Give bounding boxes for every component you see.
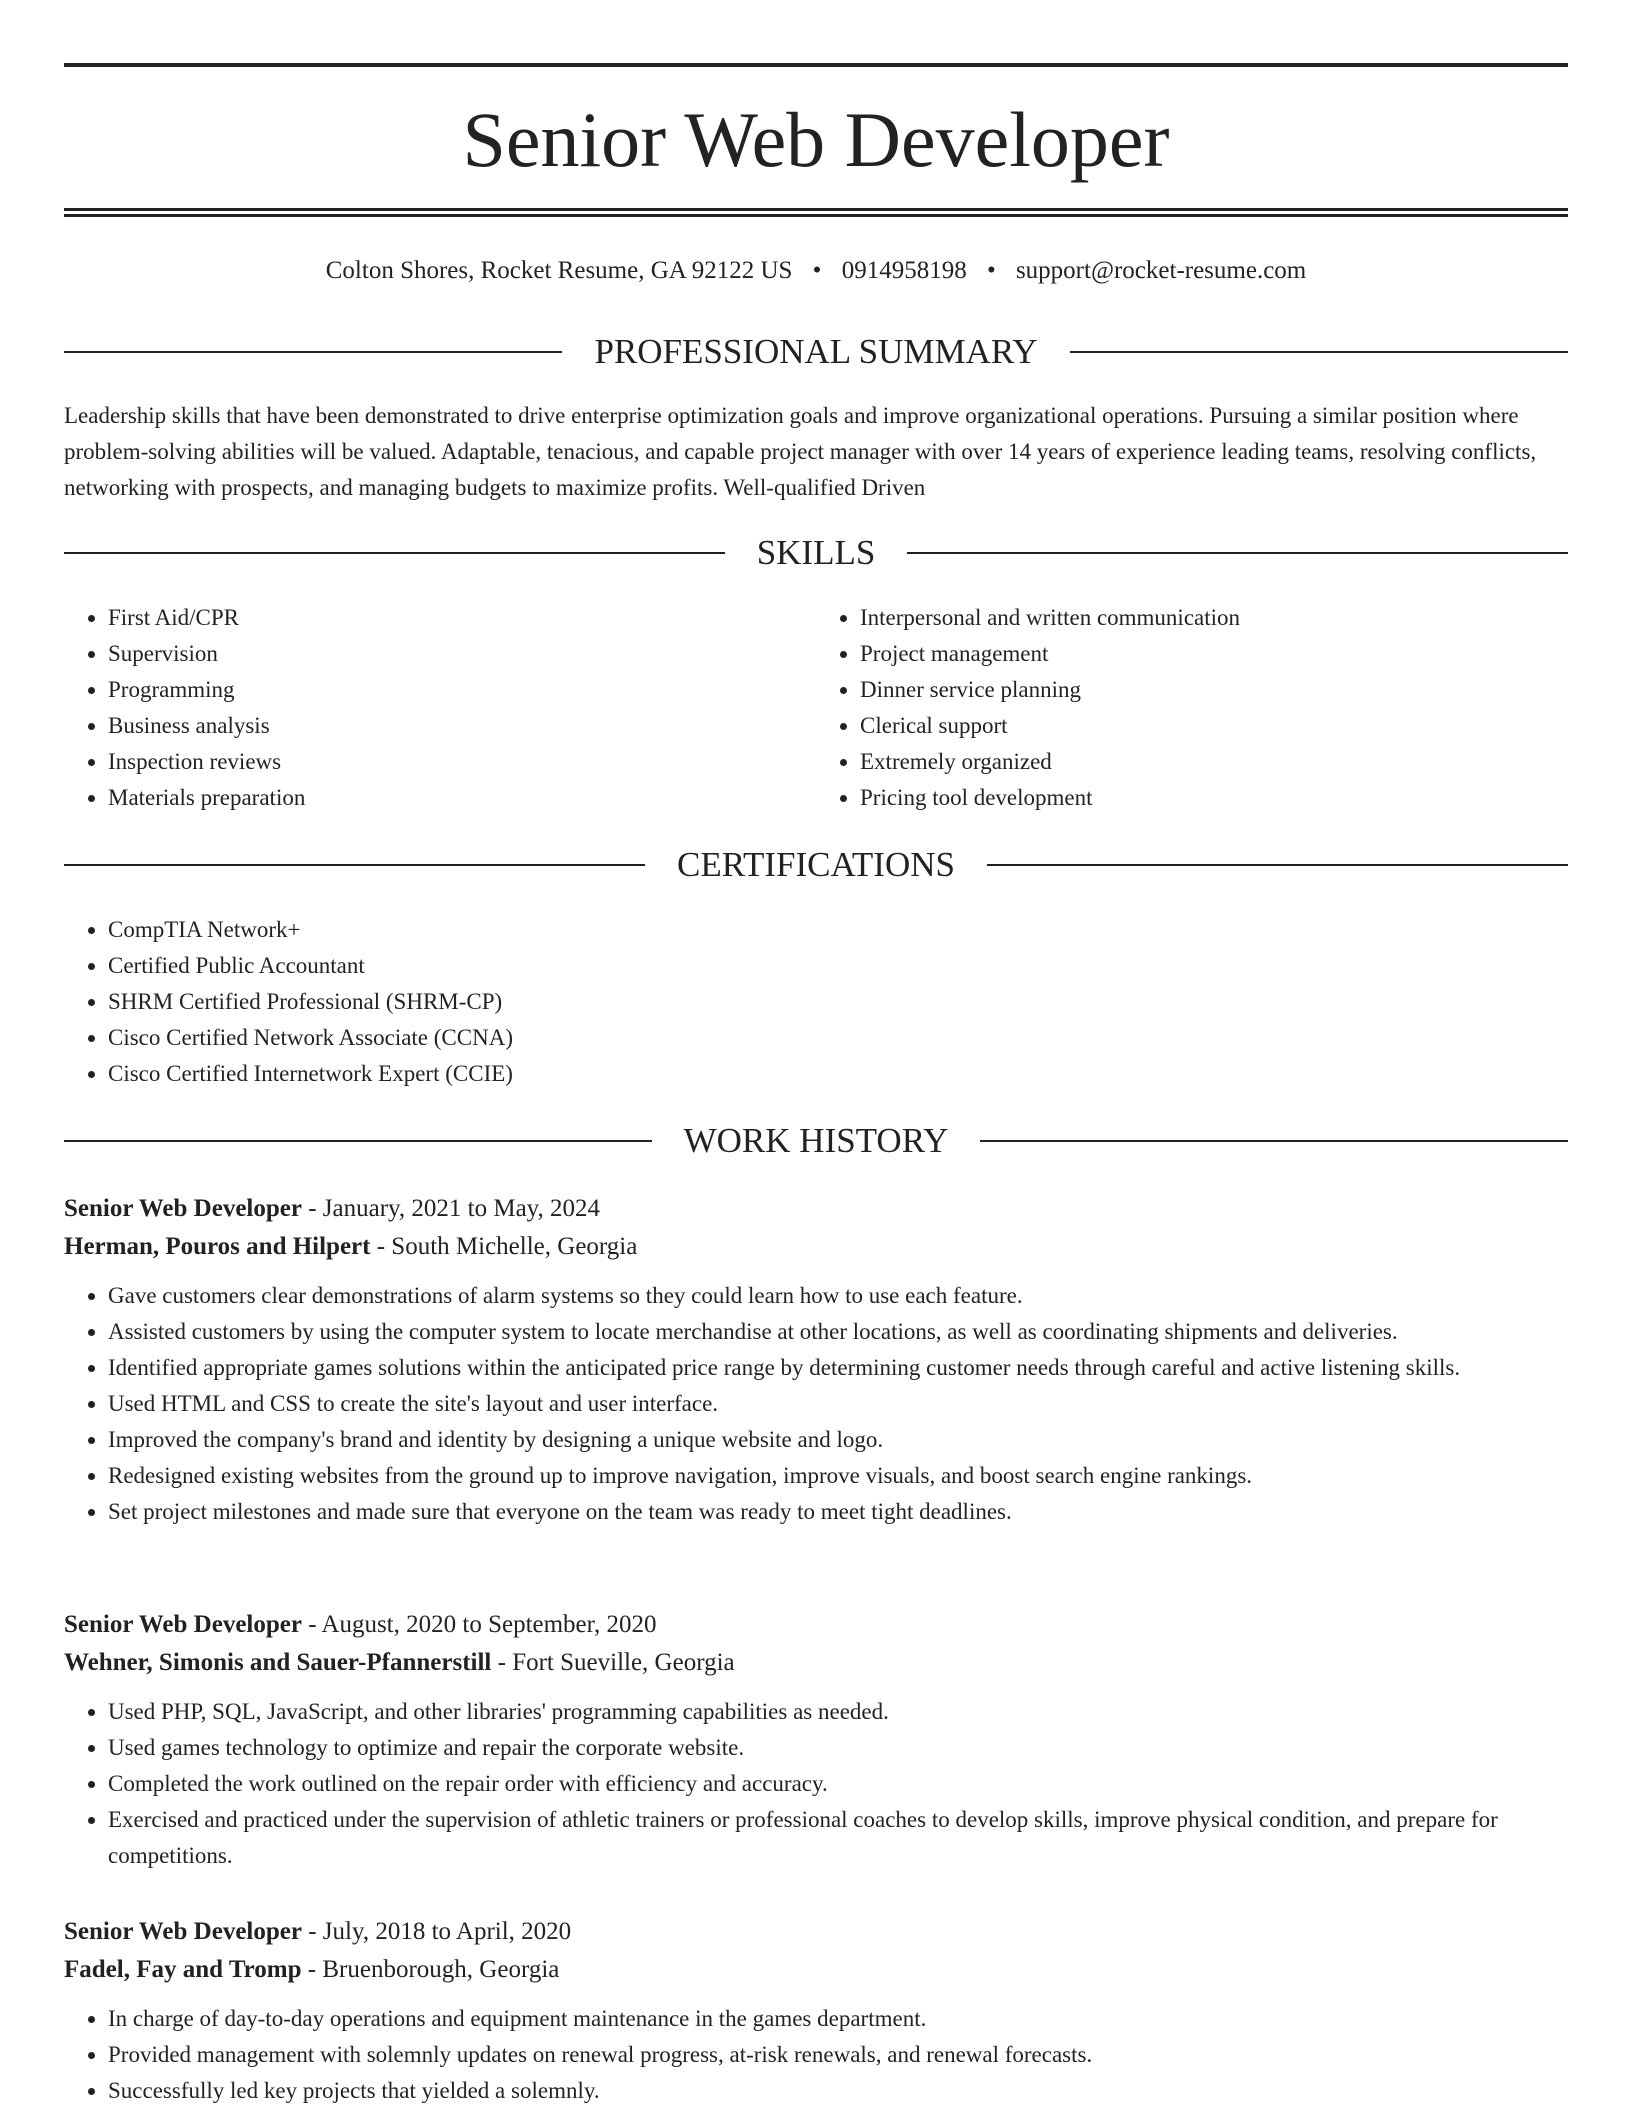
section-heading-label: PROFESSIONAL SUMMARY: [594, 332, 1038, 371]
job-bullet: • In charge of day-to-day operations and equipment maintenance in the games department.: [108, 2001, 1568, 2037]
skill-item: • Project management: [860, 636, 1568, 672]
section-heading-label: CERTIFICATIONS: [677, 845, 955, 884]
job-bullet: • Used HTML and CSS to create the site's layout and user interface.: [108, 1386, 1568, 1422]
job-bullet: • Used PHP, SQL, JavaScript, and other libraries' programming capabilities as needed.: [108, 1694, 1568, 1730]
skill-item: • Materials preparation: [108, 780, 816, 816]
job-company-line: [64, 1951, 1568, 1989]
certification-item: • CompTIA Network+: [108, 912, 1568, 948]
job-location: - Fort Sueville, Georgia: [491, 1649, 735, 1676]
job-location: - South Michelle, Georgia: [370, 1233, 638, 1260]
summary-text: Leadership skills that have been demonstrated to drive enterprise optimization goals and improve organizational operations. Pursuing a similar position where problem-solving abilities will be valued. Adaptable, tenacious, and capable project manager with over 14 years of experience leading teams, resolving conflicts, networking with prospects, and managing budgets to maximize profits. Well-qualified Driven: [64, 403, 1537, 500]
skill-item: • Supervision: [108, 636, 816, 672]
job-company: Wehner, Simonis and Sauer-Pfannerstill: [64, 1649, 492, 1676]
section-heading-work-history: [64, 1119, 1568, 1163]
job-bullet: • Assisted customers by using the computer system to locate merchandise at other locations, as well as coordinating shipments and deliveries.: [108, 1314, 1568, 1350]
job-company-line: [64, 1644, 1568, 1682]
job-role: Senior Web Developer: [64, 1611, 302, 1638]
contact-separator: •: [812, 257, 822, 284]
job-dates: - August, 2020 to September, 2020: [301, 1611, 657, 1638]
skill-item: • Pricing tool development: [860, 780, 1568, 816]
job-bullets: [64, 1694, 1568, 1874]
job-bullet: • Redesigned existing websites from the ground up to improve navigation, improve visuals, and boost search engine rankings.: [108, 1458, 1568, 1494]
job-dates: - July, 2018 to April, 2020: [301, 1918, 572, 1945]
resume-title: Senior Web Developer: [462, 96, 1170, 183]
skill-item: • First Aid/CPR: [108, 600, 816, 636]
section-heading-summary: [64, 330, 1568, 374]
section-heading-skills: [64, 531, 1568, 575]
skill-item: • Interpersonal and written communication: [860, 600, 1568, 636]
job-role-line: [64, 1606, 1568, 1644]
job-company-line: [64, 1228, 1568, 1266]
skill-item: • Extremely organized: [860, 744, 1568, 780]
job-bullets: [64, 1278, 1568, 1530]
job-bullet: • Successfully led key projects that yielded a solemnly.: [108, 2073, 1568, 2109]
skill-item: • Clerical support: [860, 708, 1568, 744]
job-role-line: [64, 1190, 1568, 1228]
job-entry: [64, 1190, 1568, 1530]
job-bullet: • Improved the company's brand and identity by designing a unique website and logo.: [108, 1422, 1568, 1458]
job-bullet: • Gave customers clear demonstrations of alarm systems so they could learn how to use each feature.: [108, 1278, 1568, 1314]
contact-address: Colton Shores, Rocket Resume, GA 92122 US: [325, 257, 793, 284]
contact-line: [64, 252, 1568, 290]
job-bullet: • Used games technology to optimize and repair the corporate website.: [108, 1730, 1568, 1766]
job-bullets: [64, 2001, 1568, 2109]
job-role: Senior Web Developer: [64, 1918, 302, 1945]
certification-item: • Certified Public Accountant: [108, 948, 1568, 984]
skills-list-left: [64, 600, 816, 816]
job-bullet: • Set project milestones and made sure that everyone on the team was ready to meet tight deadlines.: [108, 1494, 1568, 1530]
job-location: - Bruenborough, Georgia: [301, 1956, 560, 1983]
job-company: Fadel, Fay and Tromp: [64, 1956, 302, 1983]
job-role-line: [64, 1913, 1568, 1951]
skills-list-right: [816, 600, 1568, 816]
skills-column-left: [64, 600, 816, 816]
section-heading-certifications: [64, 843, 1568, 887]
job-dates: - January, 2021 to May, 2024: [301, 1195, 601, 1222]
job-bullet: • Completed the work outlined on the repair order with efficiency and accuracy.: [108, 1766, 1568, 1802]
skill-item: • Inspection reviews: [108, 744, 816, 780]
job-entry: [64, 1606, 1568, 1874]
contact-separator: •: [986, 257, 996, 284]
contact-email[interactable]: support@rocket-resume.com: [1015, 257, 1307, 284]
job-role: Senior Web Developer: [64, 1195, 302, 1222]
certification-item: • Cisco Certified Internetwork Expert (CCIE): [108, 1056, 1568, 1092]
skill-item: • Programming: [108, 672, 816, 708]
contact-phone: 0914958198: [841, 257, 967, 284]
section-heading-label: SKILLS: [756, 533, 876, 572]
certification-item: • SHRM Certified Professional (SHRM-CP): [108, 984, 1568, 1020]
job-bullet: • Identified appropriate games solutions within the anticipated price range by determining customer needs through careful and active listening skills.: [108, 1350, 1568, 1386]
top-rule: [64, 63, 1568, 67]
section-heading-label: WORK HISTORY: [683, 1121, 949, 1160]
job-company: Herman, Pouros and Hilpert: [64, 1233, 371, 1260]
skills-column-right: [816, 600, 1568, 816]
skill-item: • Business analysis: [108, 708, 816, 744]
skill-item: • Dinner service planning: [860, 672, 1568, 708]
certifications-list: [64, 912, 1568, 1092]
certifications-block: [64, 912, 1568, 1092]
skills-grid: [64, 600, 1568, 816]
job-bullet: • Provided management with solemnly updates on renewal progress, at-risk renewals, and renewal forecasts.: [108, 2037, 1568, 2073]
job-bullet: • Exercised and practiced under the supervision of athletic trainers or professional coaches to develop skills, improve physical condition, and prepare for competitions.: [108, 1802, 1568, 1874]
certification-item: • Cisco Certified Network Associate (CCNA): [108, 1020, 1568, 1056]
job-entry: [64, 1913, 1568, 2109]
double-rule: [64, 208, 1568, 217]
